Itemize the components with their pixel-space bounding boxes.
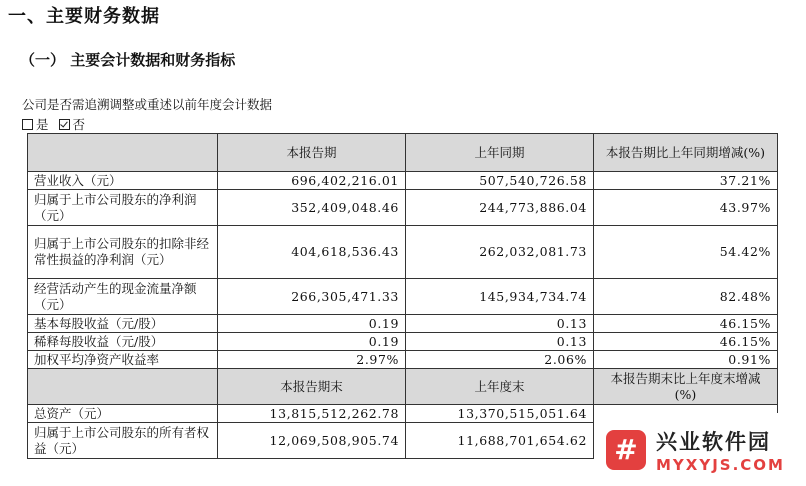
- current-value: 13,815,512,262.78: [218, 405, 406, 423]
- watermark-text: [656, 426, 785, 474]
- prior-value: 145,934,734.74: [406, 279, 594, 315]
- row-label: 归属于上市公司股东的所有者权益（元）: [28, 423, 218, 459]
- header-prior-year-end: 上年度末: [406, 369, 594, 405]
- change-value: 54.42%: [594, 226, 778, 279]
- prior-value: 0.13: [406, 333, 594, 351]
- current-value: 12,069,508,905.74: [218, 423, 406, 459]
- current-value: 404,618,536.43: [218, 226, 406, 279]
- header-current-period: 本报告期: [218, 134, 406, 172]
- adjust-note: 公司是否需追溯调整或重述以前年度会计数据: [22, 97, 273, 112]
- current-value: 0.19: [218, 333, 406, 351]
- financial-data-table: [27, 133, 778, 459]
- choice-no-label: 否: [72, 117, 86, 132]
- row-label: 归属于上市公司股东的扣除非经常性损益的净利润（元）: [28, 226, 218, 279]
- change-value: 82.48%: [594, 279, 778, 315]
- watermark-title: 兴业软件园: [656, 429, 771, 454]
- change-value: 46.15%: [594, 333, 778, 351]
- row-label: 经营活动产生的现金流量净额（元）: [28, 279, 218, 315]
- section-title: 一、主要财务数据: [8, 6, 160, 27]
- table2-header-row: [28, 369, 778, 405]
- header-prior-period: 上年同期: [406, 134, 594, 172]
- checkbox-yes[interactable]: [22, 119, 33, 130]
- change-value: 37.21%: [594, 172, 778, 190]
- current-value: 696,402,216.01: [218, 172, 406, 190]
- prior-value: 244,773,886.04: [406, 190, 594, 226]
- table1-header-row: [28, 134, 778, 172]
- row-label: 基本每股收益（元/股）: [28, 315, 218, 333]
- table-row: [28, 190, 778, 226]
- watermark-url: MYXYJS.COM: [656, 455, 785, 474]
- table-row: [28, 315, 778, 333]
- prior-value: 262,032,081.73: [406, 226, 594, 279]
- current-value: 352,409,048.46: [218, 190, 406, 226]
- current-value: 2.97%: [218, 351, 406, 369]
- header-period-end: 本报告期末: [218, 369, 406, 405]
- adjust-choice: [22, 115, 85, 133]
- subsection-title: （一） 主要会计数据和财务指标: [20, 51, 236, 69]
- row-label: 总资产（元）: [28, 405, 218, 423]
- table-row: [28, 333, 778, 351]
- site-watermark: [594, 413, 806, 486]
- change-value: 43.97%: [594, 190, 778, 226]
- change-value: 0.91%: [594, 351, 778, 369]
- prior-value: 13,370,515,051.64: [406, 405, 594, 423]
- header-blank: [28, 369, 218, 405]
- hash-logo-icon: #: [606, 430, 646, 470]
- change-value: 46.15%: [594, 315, 778, 333]
- header-blank: [28, 134, 218, 172]
- row-label: 归属于上市公司股东的净利润（元）: [28, 190, 218, 226]
- row-label: 稀释每股收益（元/股）: [28, 333, 218, 351]
- table-row: [28, 172, 778, 190]
- row-label: 加权平均净资产收益率: [28, 351, 218, 369]
- header-period-change: 本报告期比上年同期增减(%): [594, 134, 778, 172]
- header-year-end-change: 本报告期末比上年度末增减(%): [594, 369, 778, 405]
- table-row: [28, 351, 778, 369]
- current-value: 266,305,471.33: [218, 279, 406, 315]
- current-value: 0.19: [218, 315, 406, 333]
- choice-yes-label: 是: [36, 117, 49, 132]
- prior-value: 0.13: [406, 315, 594, 333]
- prior-value: 507,540,726.58: [406, 172, 594, 190]
- table-row: [28, 226, 778, 279]
- checkbox-no-checked[interactable]: [59, 119, 70, 130]
- prior-value: 11,688,701,654.62: [406, 423, 594, 459]
- prior-value: 2.06%: [406, 351, 594, 369]
- row-label: 营业收入（元）: [28, 172, 218, 190]
- table-row: [28, 279, 778, 315]
